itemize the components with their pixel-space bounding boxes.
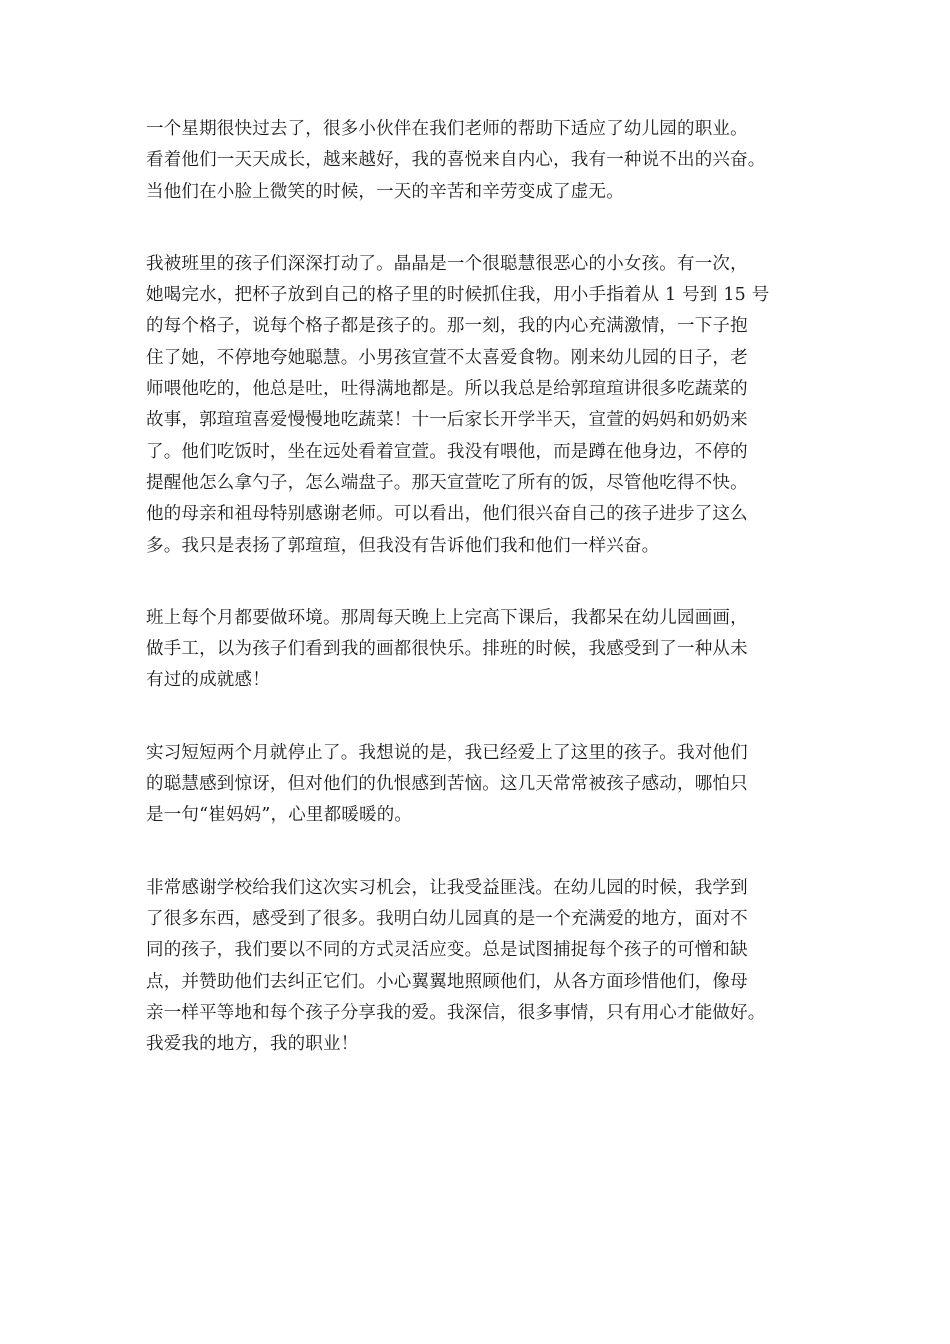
- text-line: 她喝完水，把杯子放到自己的格子里的时候抓住我，用小手指着从 1 号到 15 号: [146, 285, 770, 306]
- text-line: 我被班里的孩子们深深打动了。晶晶是一个很聪慧很恶心的小女孩。有一次，: [146, 253, 748, 274]
- text-line: 非常感谢学校给我们这次实习机会，让我受益匪浅。在幼儿园的时候，我学到: [146, 877, 748, 898]
- text-line: 的聪慧感到惊讶，但对他们的仇恨感到苦恼。这几天常常被孩子感动，哪怕只: [146, 774, 748, 795]
- text-line: 有过的成就感！: [146, 670, 270, 691]
- paragraph-1: [146, 114, 826, 208]
- text-line: 实习短短两个月就停止了。我想说的是，我已经爱上了这里的孩子。我对他们: [146, 742, 748, 763]
- text-line: 当他们在小脸上微笑的时候，一天的辛苦和辛劳变成了虚无。: [146, 181, 624, 202]
- text-line: 住了她，不停地夸她聪慧。小男孩宣萱不太喜爱食物。刚来幼儿园的日子，老: [146, 347, 748, 368]
- paragraph-4: [146, 738, 826, 832]
- text-line: 班上每个月都要做环境。那周每天晚上上完高下课后，我都呆在幼儿园画画，: [146, 607, 748, 628]
- paragraph-2: [146, 249, 826, 562]
- text-line: 一个星期很快过去了，很多小伙伴在我们老师的帮助下适应了幼儿园的职业。: [146, 119, 748, 139]
- text-line: 故事，郭瑄瑄喜爱慢慢地吃蔬菜！十一后家长开学半天，宣萱的妈妈和奶奶来: [146, 410, 748, 431]
- text-line: 的每个格子，说每个格子都是孩子的。那一刻，我的内心充满激情，一下子抱: [146, 316, 748, 337]
- paragraph-5: [146, 873, 826, 1061]
- text-line: 了很多东西，感受到了很多。我明白幼儿园真的是一个充满爱的地方，面对不: [146, 908, 748, 929]
- text-line: 多。我只是表扬了郭瑄瑄，但我没有告诉他们我和他们一样兴奋。: [146, 535, 660, 556]
- text-line: 他的母亲和祖母特别感谢老师。可以看出，他们很兴奋自己的孩子进步了这么: [146, 504, 748, 525]
- text-line: 是一句“崔妈妈”，心里都暖暖的。: [146, 805, 413, 826]
- text-line: 做手工，以为孩子们看到我的画都很快乐。排班的时候，我感受到了一种从未: [146, 639, 748, 660]
- text-line: 亲一样平等地和每个孩子分享我的爱。我深信，很多事情，只有用心才能做好。: [146, 1002, 766, 1023]
- text-line: 点，并赞助他们去纠正它们。小心翼翼地照顾他们，从各方面珍惜他们，像母: [146, 971, 748, 992]
- text-line: 我爱我的地方，我的职业！: [146, 1034, 359, 1055]
- text-line: 同的孩子，我们要以不同的方式灵活应变。总是试图捕捉每个孩子的可憎和缺: [146, 940, 748, 961]
- text-line: 了。他们吃饭时，坐在远处看着宣萱。我没有喂他，而是蹲在他身边，不停的: [146, 441, 748, 462]
- paragraph-3: [146, 603, 826, 697]
- text-line: 提醒他怎么拿勺子，怎么端盘子。那天宣萱吃了所有的饭，尽管他吃得不快。: [146, 472, 748, 493]
- text-line: 看着他们一天天成长，越来越好，我的喜悦来自内心，我有一种说不出的兴奋。: [146, 150, 766, 171]
- document-body: [146, 114, 826, 1101]
- text-line: 师喂他吃的，他总是吐，吐得满地都是。所以我总是给郭瑄瑄讲很多吃蔬菜的: [146, 379, 748, 400]
